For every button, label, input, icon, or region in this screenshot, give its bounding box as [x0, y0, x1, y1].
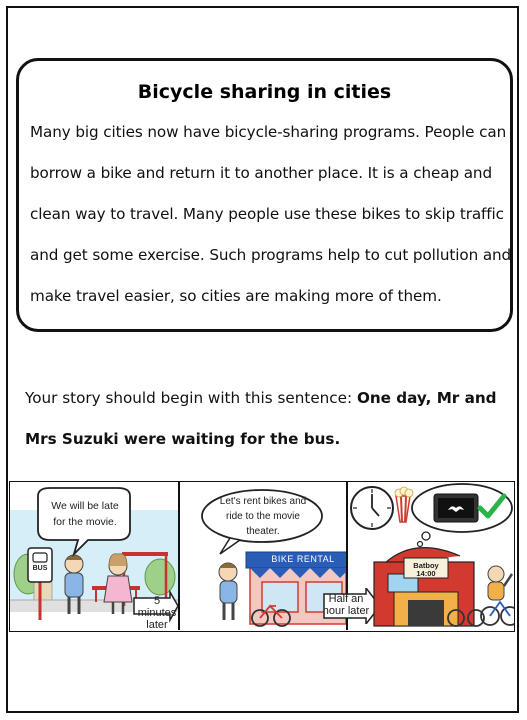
marquee-title: Batboy: [413, 561, 439, 570]
instruction-prefix: Your story should begin with this sentence:: [25, 389, 357, 407]
instruction-line-1: [25, 389, 497, 407]
panel-1-caption-line-1: 5 minutes: [137, 595, 177, 619]
instruction-line-2: [25, 430, 340, 448]
comic-strip: [9, 481, 515, 632]
panel-1-caption-line-2: later: [146, 619, 168, 630]
passage-line-3: clean way to travel. Many people use these bikes to skip traffic: [30, 205, 504, 223]
panel-2-caption-line-2: hour later: [322, 605, 370, 617]
panel-2-caption-line-1: Half an: [328, 593, 364, 605]
starter-sentence-part-1: One day, Mr and: [356, 389, 497, 407]
comic-panel-1: [10, 482, 178, 630]
panel-2-speech-line-1: Let's rent bikes and: [219, 496, 307, 507]
bike-rental-sign: BIKE RENTAL: [271, 554, 335, 564]
panel-2-speech-line-2: ride to the movie: [226, 511, 300, 522]
passage-line-1: Many big cities now have bicycle-sharing programs. People can: [30, 123, 507, 141]
passage-box: [16, 58, 513, 332]
panel-1-caption: [135, 595, 178, 630]
comic-panel-3: [348, 482, 514, 630]
theater-marquee: [404, 562, 448, 578]
panel-3-illustration: [348, 482, 514, 630]
passage-line-5: make travel easier, so cities are making more of them.: [30, 287, 442, 305]
panel-2-speech-line-3: theater.: [246, 526, 280, 537]
panel-1-speech-line-1: We will be late: [51, 500, 119, 512]
passage-line-4: and get some exercise. Such programs help to cut pollution and: [30, 246, 512, 264]
marquee-time: 14:00: [416, 569, 436, 578]
panel-1-speech: [42, 498, 128, 530]
passage-line-2: borrow a bike and return it to another place. It is a cheap and: [30, 164, 492, 182]
bus-stop-sign-label: BUS: [32, 565, 48, 572]
passage-title: Bicycle sharing in cities: [137, 81, 392, 103]
starter-sentence-part-2: Mrs Suzuki were waiting for the bus.: [25, 430, 341, 448]
panel-1-speech-line-2: for the movie.: [53, 516, 117, 528]
panel-2-speech: [208, 494, 318, 539]
